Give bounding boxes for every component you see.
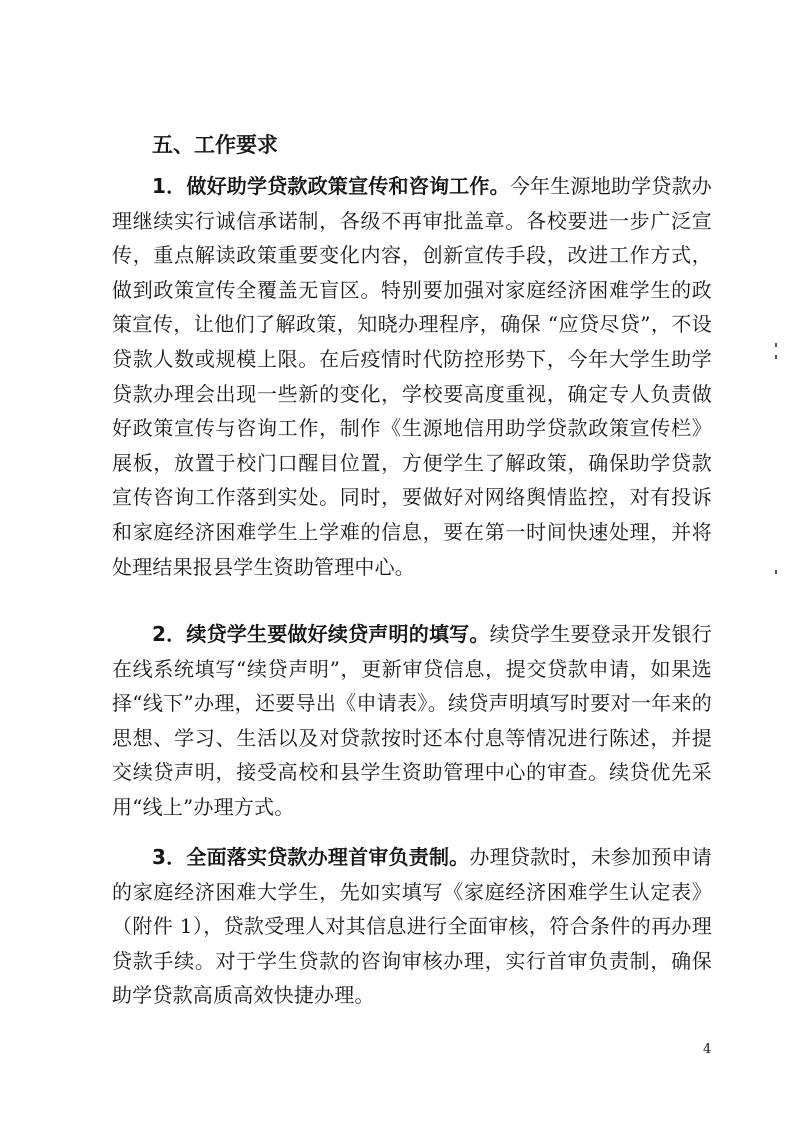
paragraph-publicity [112,169,712,584]
paragraph-lead: 3．全面落实贷款办理首审负责制。 [152,845,470,869]
scan-speck [775,355,777,359]
paragraph-lead: 1．做好助学贷款政策宣传和咨询工作。 [152,174,510,198]
paragraph-body: 续贷学生要登录开发银行在线系统填写“续贷声明”，更新审贷信息，提交贷款申请，如果选择“线下”办理，还要导出《申请表》。续贷声明填写时要对一年来的思想、学习、生活以及对贷款按时还本付息等情况进行陈述，并提交续贷声明，接受高校和县学生资助管理中心的审查。续贷优先采用“线上”办理方式。 [112,622,712,819]
section-heading: 五、工作要求 [152,133,278,157]
scan-speck [775,570,777,574]
paragraph-renewal [112,617,712,825]
page-number: 4 [703,1042,712,1057]
paragraph-first-review [112,840,712,1013]
paragraph-lead: 2．续贷学生要做好续贷声明的填写。 [152,622,490,646]
paragraph-body: 今年生源地助学贷款办理继续实行诚信承诺制，各级不再审批盖章。各校要进一步广泛宣传，重点解读政策重要变化内容，创新宣传手段，改进工作方式，做到政策宣传全覆盖无盲区。特别要加强对家庭经济困难学生的政策宣传，让他们了解政策，知晓办理程序，确保 “应贷尽贷”，不设贷款人数或规模上限。在后疫情时代防控形势下，今年大学生助学贷款办理会出现一些新的变化，学校要高度重视，确定专人负责做好政策宣传与咨询工作，制作《生源地信用助学贷款政策宣传栏》展板，放置于校门口醒目位置，方便学生了解政策，确保助学贷款宣传咨询工作落到实处。同时，要做好对网络舆情监控，对有投诉和家庭经济困难学生上学难的信息，要在第一时间快速处理，并将处理结果报县学生资助管理中心。 [112,174,712,579]
paragraph-body: 办理贷款时，未参加预申请的家庭经济困难大学生，先如实填写《家庭经济困难学生认定表》（附件 1），贷款受理人对其信息进行全面审核，符合条件的再办理贷款手续。对于学生贷款的咨询审核办理，实行首审负责制，确保助学贷款高质高效快捷办理。 [112,845,712,1008]
scan-speck [775,343,777,347]
